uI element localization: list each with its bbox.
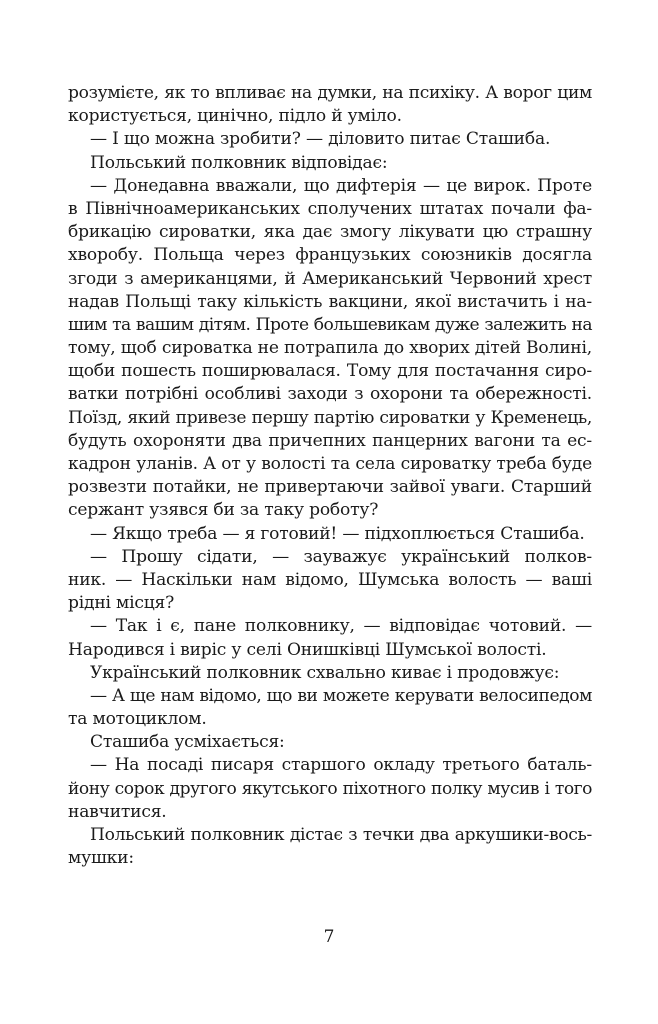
text-line: будуть охороняти два причепних панцерних вагони та ес- [68, 430, 592, 451]
text-line: Поїзд, який привезе першу партію сироватки у Кременець, [68, 407, 592, 428]
text-line: ник. — Наскільки нам відомо, Шумська волость — ваші [68, 569, 592, 590]
text-line: розумієте, як то впливає на думки, на психіку. А ворог цим [68, 83, 592, 103]
text-line: хворобу. Польща через французьких союзників досягла [68, 245, 592, 266]
text-line: кадрон уланів. А от у волості та села сироватку треба буде [68, 454, 592, 474]
body-text [68, 82, 592, 870]
text-line: шим та вашим дітям. Проте большевикам дуже залежить на [68, 314, 592, 335]
text-line: — І що можна зробити? — діловито питає Сташиба. [90, 129, 551, 150]
text-line: — Так і є, пане полковнику, — відповідає чотовий. — [90, 616, 592, 637]
text-line: рідні місця? [68, 593, 175, 614]
text-line: та мотоциклом. [68, 709, 207, 730]
text-line: щоби пошесть поширювалася. Тому для постачання сиро- [68, 361, 592, 382]
text-line: — Донедавна вважали, що дифтерія — це вирок. Проте [90, 175, 592, 196]
page-number: 7 [323, 927, 335, 947]
text-line: — На посаді писаря старшого окладу третього баталь- [90, 755, 592, 776]
text-line: йону сорок другого якутського піхотного полку мусив і того [68, 778, 592, 799]
text-line: Народився і виріс у селі Онишківці Шумської волості. [68, 639, 547, 660]
text-line: сержант узявся би за таку роботу? [68, 500, 379, 521]
text-line: в Північноамериканських сполучених штатах почали фа- [68, 198, 592, 219]
text-line: тому, щоб сироватка не потрапила до хворих дітей Волині, [68, 338, 592, 359]
text-line: — Якщо треба — я готовий! — підхоплюється Сташиба. [90, 523, 585, 544]
text-line: користується, цинічно, підло й уміло. [68, 106, 402, 127]
text-line: Польський полковник дістає з течки два аркушики-вось- [90, 825, 592, 845]
text-line: — Прошу сідати, — зауважує український полков- [90, 546, 592, 567]
text-line: — А ще нам відомо, що ви можете керувати велосипедом [90, 685, 592, 706]
text-line: Український полковник схвально киває і продовжує: [90, 662, 560, 683]
text-line: розвезти потайки, не привертаючи зайвої уваги. Старший [68, 477, 592, 498]
text-line: згоди з американцями, й Американський Червоний хрест [68, 268, 592, 289]
text-line: навчитися. [68, 801, 167, 822]
text-line: мушки: [68, 848, 134, 869]
text-line: Сташиба усміхається: [90, 732, 285, 753]
text-line: надав Польщі таку кількість вакцини, якої вистачить і на- [68, 291, 592, 312]
text-line: брикацію сироватки, яка дає змогу лікувати цю страшну [68, 222, 592, 243]
text-line: Польський полковник відповідає: [90, 152, 388, 173]
text-line: ватки потрібні особливі заходи з охорони та обережності. [68, 384, 592, 405]
